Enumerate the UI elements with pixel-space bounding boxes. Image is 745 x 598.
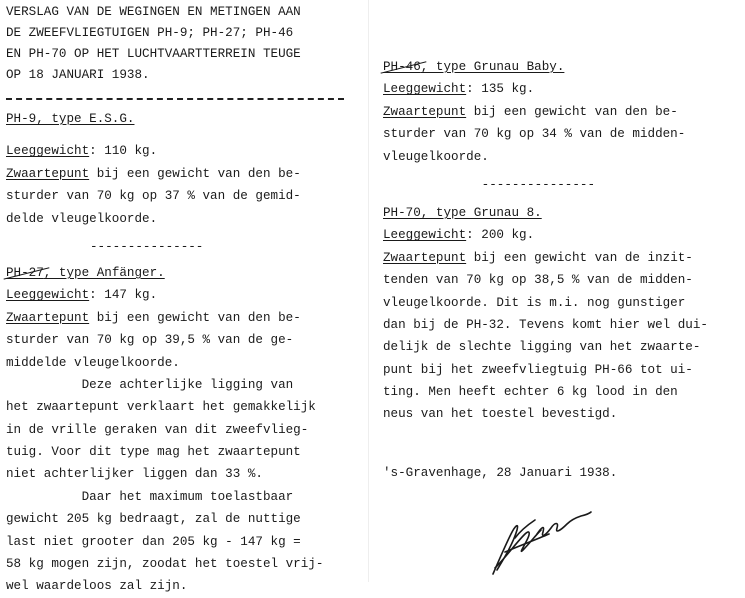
paragraph-line: in de vrille geraken van dit zweefvlieg- [6,422,309,437]
right-column [383,56,738,484]
paragraph-line: Daar het maximum toelastbaar [6,489,294,504]
cg-text: vleugelkoorde. [383,149,489,164]
section-ph70 [383,202,738,426]
cg-text: bij een gewicht van den be- [89,166,301,181]
paragraph-line: tuig. Voor dit type mag het zwaartepunt [6,445,301,460]
cg-text: tenden van 70 kg op 38,5 % van de midden- [383,273,693,288]
cg-text: bij een gewicht van den be- [466,104,678,119]
section-separator: --------------- [459,177,596,192]
cg-label: Zwaartepunt [383,104,467,119]
cg-text: punt bij het zweefvliegtuig PH-66 tot ui- [383,362,693,377]
cg-text: middelde vleugelkoorde. [6,355,180,370]
header-line: EN PH-70 OP HET LUCHTVAARTTERREIN TEUGE [6,47,301,61]
cg-text: ting. Men heeft echter 6 kg lood in den [383,385,678,400]
paragraph-line: wel waardeloos zal zijn. [6,579,188,594]
paragraph-line: niet achterlijker liggen dan 33 %. [6,467,263,482]
left-column [6,2,356,598]
cg-text: neus van het toestel bevestigd. [383,407,618,422]
section-ph27 [6,262,356,598]
weight-label: Leeggewicht [6,144,90,159]
section-title-ph9: PH-9, type E.S.G. [6,112,135,126]
weight-label: Leeggewicht [6,288,90,303]
cg-text: delde vleugelkoorde. [6,211,158,226]
report-header [6,2,356,86]
cg-text: bij een gewicht van de inzit- [466,250,693,265]
cg-text: vleugelkoorde. Dit is m.i. nog gunstiger [383,295,686,310]
header-rule [6,98,344,100]
paragraph-line: last niet grooter dan 205 kg - 147 kg = [6,534,301,549]
struck-registration: PH-27 [6,265,44,280]
paragraph-line: Deze achterlijke ligging van [6,377,294,392]
section-title-ph27: , type Anfänger. [43,265,165,280]
weight-label: Leeggewicht [383,82,467,97]
paragraph-line: het zwaartepunt verklaart het gemakkelijk [6,400,316,415]
section-ph9 [6,108,356,230]
weight-value: : 200 kg. [466,228,535,243]
paragraph-line: gewicht 205 kg bedraagt, zal de nuttige [6,512,301,527]
section-title-ph70: PH-70, type Grunau 8. [383,205,542,220]
closing-place-date: 's-Gravenhage, 28 Januari 1938. [383,465,618,480]
header-line: VERSLAG VAN DE WEGINGEN EN METINGEN AAN [6,5,301,19]
handwritten-signature [485,500,595,580]
paragraph-line: 58 kg mogen zijn, zoodat het toestel vrij- [6,557,324,572]
column-divider [368,0,369,582]
header-line: DE ZWEEFVLIEGTUIGEN PH-9; PH-27; PH-46 [6,26,294,40]
cg-label: Zwaartepunt [6,166,90,181]
cg-text: sturder van 70 kg op 39,5 % van de ge- [6,333,294,348]
cg-label: Zwaartepunt [383,250,467,265]
section-title-ph46: , type Grunau Baby. [420,60,565,74]
cg-text: bij een gewicht van den be- [89,310,301,325]
weight-label: Leeggewicht [383,228,467,243]
cg-text: delijk de slechte ligging van het zwaarte- [383,340,701,355]
cg-text: sturder van 70 kg op 34 % van de midden- [383,127,686,142]
section-ph46 [383,56,738,168]
cg-label: Zwaartepunt [6,310,90,325]
struck-registration: PH-46 [383,60,421,74]
section-separator: --------------- [90,239,204,254]
cg-text: dan bij de PH-32. Tevens komt hier wel dui- [383,317,708,332]
cg-text: sturder van 70 kg op 37 % van de gemid- [6,189,301,204]
weight-value: : 110 kg. [89,144,158,159]
weight-value: : 147 kg. [89,288,158,303]
weight-value: : 135 kg. [466,82,535,97]
header-line: OP 18 JANUARI 1938. [6,68,150,82]
